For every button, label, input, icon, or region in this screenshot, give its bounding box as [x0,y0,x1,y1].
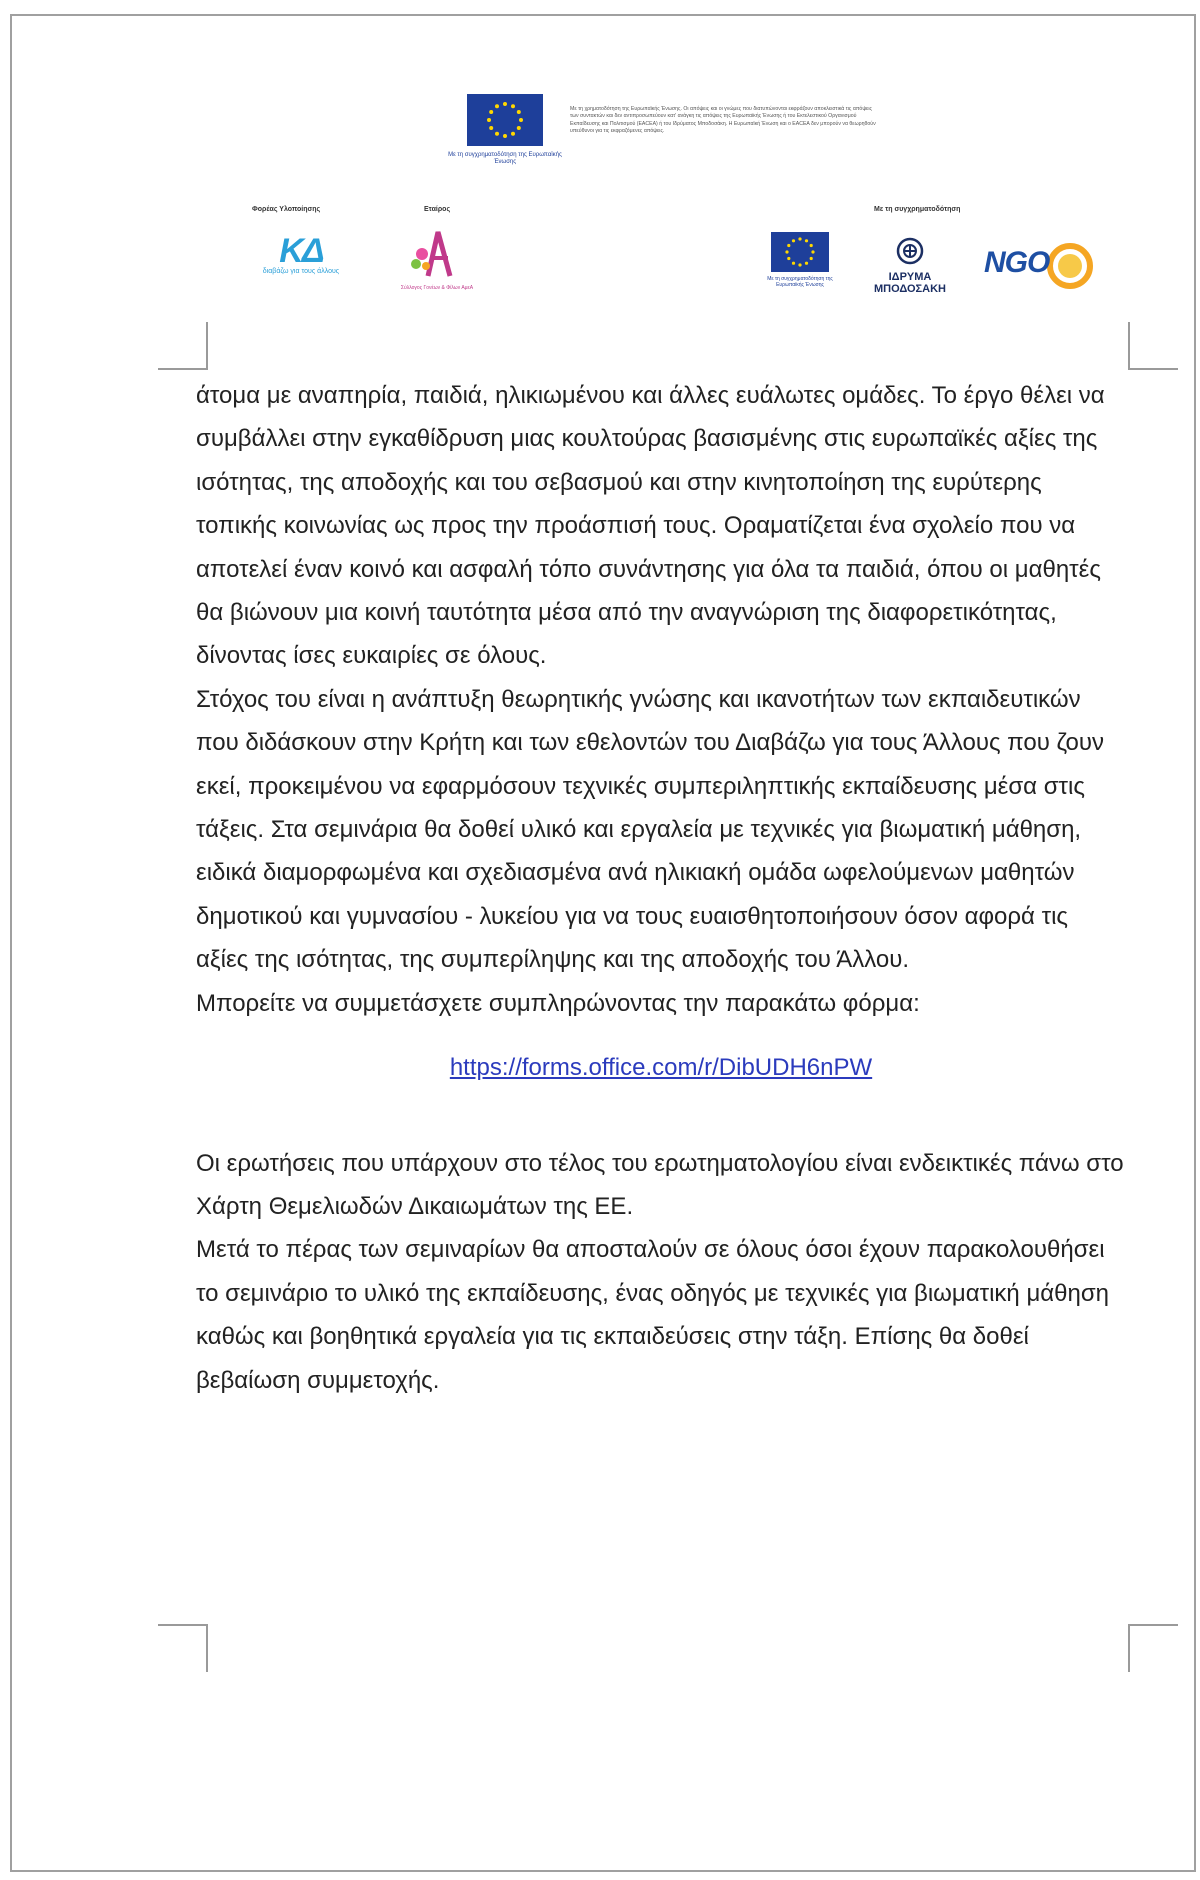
eu-logo-top [440,94,570,166]
eu-caption: Με τη συγχρηματοδότηση της Ευρωπαϊκής Ένωσης [448,152,562,165]
eu-logo-small [762,232,838,288]
paragraph-questions: Οι ερωτήσεις που υπάρχουν στο τέλος του ερωτηματολογίου είναι ενδεικτικές πάνω στο Χάρτη Θεμελιωδών Δικαιωμάτων της ΕΕ. [196,1149,1124,1220]
label-implementers: Φορέας Υλοποίησης [252,206,321,213]
paragraph-after-seminars: Μετά το πέρας των σεμιναρίων θα αποσταλούν σε όλους όσοι έχουν παρακολουθήσει το σεμινάριο το υλικό της εκπαίδευσης, ένας οδηγός με τεχνικές για βιωματική μάθηση καθώς και βοηθητικά εργαλεία για τις εκπαιδεύσεις στην τάξη. Επίσης θα δοθεί βεβαίωση συμμετοχής. [196,1236,1109,1394]
form-link-container [196,1046,1126,1089]
crop-mark-bottom-right [1128,1624,1130,1672]
crop-mark-top-left-h [158,368,208,370]
crop-mark-bottom-left-h [158,1624,208,1626]
eu-disclaimer: Με τη χρηματοδότηση της Ευρωπαϊκής Ένωσης. Οι απόψεις και οι γνώμες που διατυπώνονται εκφράζουν αποκλειστικά τις απόψεις των συντακτών και δεν αντιπροσωπεύουν κατ' ανάγκη τις απόψεις της Ευρωπαϊκής Ένωσης ή του Εκτελεστικού Οργανισμού Εκπαίδευσης και Πολιτισμού (EACEA) ή του Ιδρύματος Μποδοσάκη. Η Ευρωπαϊκή Ένωση και ο EACEA δεν μπορούν να θεωρηθούν υπεύθυνοι για τις εκφραζόμενες απόψεις. [570,106,876,135]
implementer-logo [260,234,342,276]
partner-logo [398,226,476,291]
crop-mark-top-right-h [1128,368,1178,370]
paragraph-participate: Μπορείτε να συμμετάσχετε συμπληρώνοντας την παρακάτω φόρμα: [196,989,920,1017]
label-partner: Εταίρος [424,206,451,213]
bodossaki-line2: ΜΠΟΔΟΣΑΚΗ [874,283,946,295]
crop-mark-bottom-right-h [1128,1624,1178,1626]
form-link[interactable]: https://forms.office.com/r/DibUDH6nPW [449,1054,873,1082]
partner-emblem-icon [398,226,476,280]
eu-flag-icon [467,94,543,146]
crop-mark-top-right [1128,322,1130,370]
crop-mark-bottom-left [206,1624,208,1672]
kd-subtitle: διαβάζω για τους άλλους [262,268,340,275]
bodossaki-emblem-icon [893,236,927,266]
document-body [196,374,1126,1402]
crop-mark-top-left [206,322,208,370]
paragraph-intro: άτομα με αναπηρία, παιδιά, ηλικιωμένου και άλλες ευάλωτες ομάδες. Το έργο θέλει να συμβάλλει στην εγκαθίδρυση μιας κουλτούρας βασισμένης στις ευρωπαϊκές αξίες της ισότητας, της αποδοχής και του σεβασμού και στην κινητοποίηση της ευρύτερης τοπικής κοινωνίας ως προς την προάσπισή τους. Οραματίζεται ένα σχολείο που να αποτελεί έναν κοινό και ασφαλή τόπο συνάντησης για όλα τα παιδιά, όπου οι μαθητές θα βιώνουν μια κοινή ταυτότητα μέσα από την αναγνώριση της διαφορετικότητας, δίνοντας ίσες ευκαιρίες σε όλους. [196,382,1105,670]
bodossaki-logo [862,236,958,295]
ngo-logo [984,236,1094,292]
eu-flag-small-icon [771,232,829,272]
eu-small-caption: Με τη συγχρηματοδότηση της Ευρωπαϊκής Ένωσης [767,276,833,288]
partner-subtitle: Σύλλογος Γονέων & Φίλων ΑμεΑ [400,285,474,291]
ngo-text: NGO [984,246,1050,279]
label-cofunded: Με τη συγχρηματοδότηση [874,206,961,213]
bodossaki-line1: ΙΔΡΥΜΑ [888,271,932,283]
paragraph-goal: Στόχος του είναι η ανάπτυξη θεωρητικής γνώσης και ικανοτήτων των εκπαιδευτικών που διδάσκουν στην Κρήτη και των εθελοντών του Διαβάζω για τους Άλλους που ζουν εκεί, προκειμένου να εφαρμόσουν τεχνικές συμπεριληπτικής εκπαίδευσης μέσα στις τάξεις. Στα σεμινάρια θα δοθεί υλικό και εργαλεία με τεχνικές για βιωματική μάθηση, ειδικά διαμορφωμένα και σχεδιασμένα ανά ηλικιακή ομάδα ωφελούμενων μαθητών δημοτικού και γυμνασίου - λυκείου για να τους ευαισθητοποιήσουν όσον αφορά τις αξίες της ισότητας, της συμπερίληψης και της αποδοχής του Άλλου. [196,685,1104,974]
kd-mark: ΚΔ [279,232,323,270]
